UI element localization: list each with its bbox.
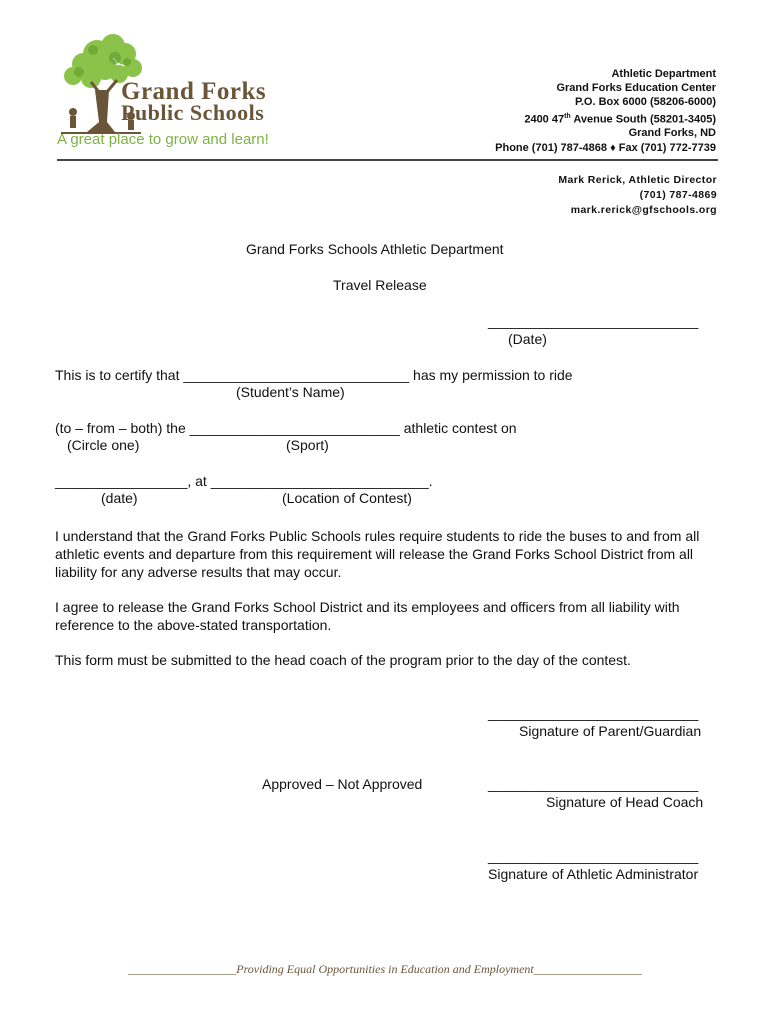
ordinal-suffix: th [564,112,571,120]
parent-signature-line[interactable]: ___________________________ [488,705,699,721]
footer-equal-opportunity: __________________Providing Equal Opportunities in Education and Employment__________________ [128,962,642,976]
coach-signature-label: Signature of Head Coach [546,794,704,810]
address-line: Grand Forks, ND [628,127,716,140]
coach-signature-line[interactable]: ___________________________ [488,776,699,792]
address-block [495,67,716,155]
circle-one-label: (Circle one) [67,437,140,453]
sport-label: (Sport) [286,437,329,453]
address-line: Grand Forks Education Center [556,82,716,95]
admin-signature-line[interactable]: ___________________________ [488,848,699,864]
street-name: Avenue South (58201-3405) [570,113,716,126]
brand-name-line2: Public Schools [121,100,265,125]
date-label: (Date) [508,331,547,347]
street-number: 2400 47 [524,113,565,126]
approval-choice[interactable]: Approved – Not Approved [262,776,423,792]
location-label: (Location of Contest) [282,490,412,506]
release-paragraph: I agree to release the Grand Forks School District and its employees and officers from all liability with reference to the above-stated transportation. [55,599,680,633]
header-divider [57,159,718,161]
director-email[interactable]: mark.rerick@gfschools.org [570,204,717,216]
form-title: Travel Release [333,277,427,293]
date-field-line[interactable]: ___________________________ [488,313,699,329]
date-small-label: (date) [101,490,138,506]
liability-paragraph: I understand that the Grand Forks Public Schools rules require students to ride the buses to and from all athletic events and departure from this requirement will release the Grand Forks School District from all liability for any adverse results that may occur. [55,528,700,580]
tagline: A great place to grow and learn! [57,131,269,148]
phone-fax-line: Phone (701) 787-4868 ♦ Fax (701) 772-7739 [495,141,716,154]
address-line: Athletic Department [611,68,716,80]
date-location-line[interactable]: _________________, at ____________________________. [55,473,433,489]
parent-signature-label: Signature of Parent/Guardian [519,723,702,739]
director-name: Mark Rerick, Athletic Director [558,174,717,186]
submission-paragraph: This form must be submitted to the head coach of the program prior to the day of the contest. [55,652,631,668]
address-line: P.O. Box 6000 (58206-6000) [574,96,716,109]
direction-sport-line[interactable]: (to – from – both) the ___________________________ athletic contest on [55,420,517,436]
form-heading: Grand Forks Schools Athletic Department [246,241,504,257]
certify-line[interactable]: This is to certify that _____________________________ has my permission to ride [55,367,573,383]
director-phone: (701) 787-4869 [639,189,717,201]
director-contact [558,173,717,218]
student-name-label: (Student’s Name) [236,384,345,400]
brand-name-line1: Grand Forks [121,78,267,105]
admin-signature-label: Signature of Athletic Administrator [488,866,699,882]
address-line [495,110,716,127]
